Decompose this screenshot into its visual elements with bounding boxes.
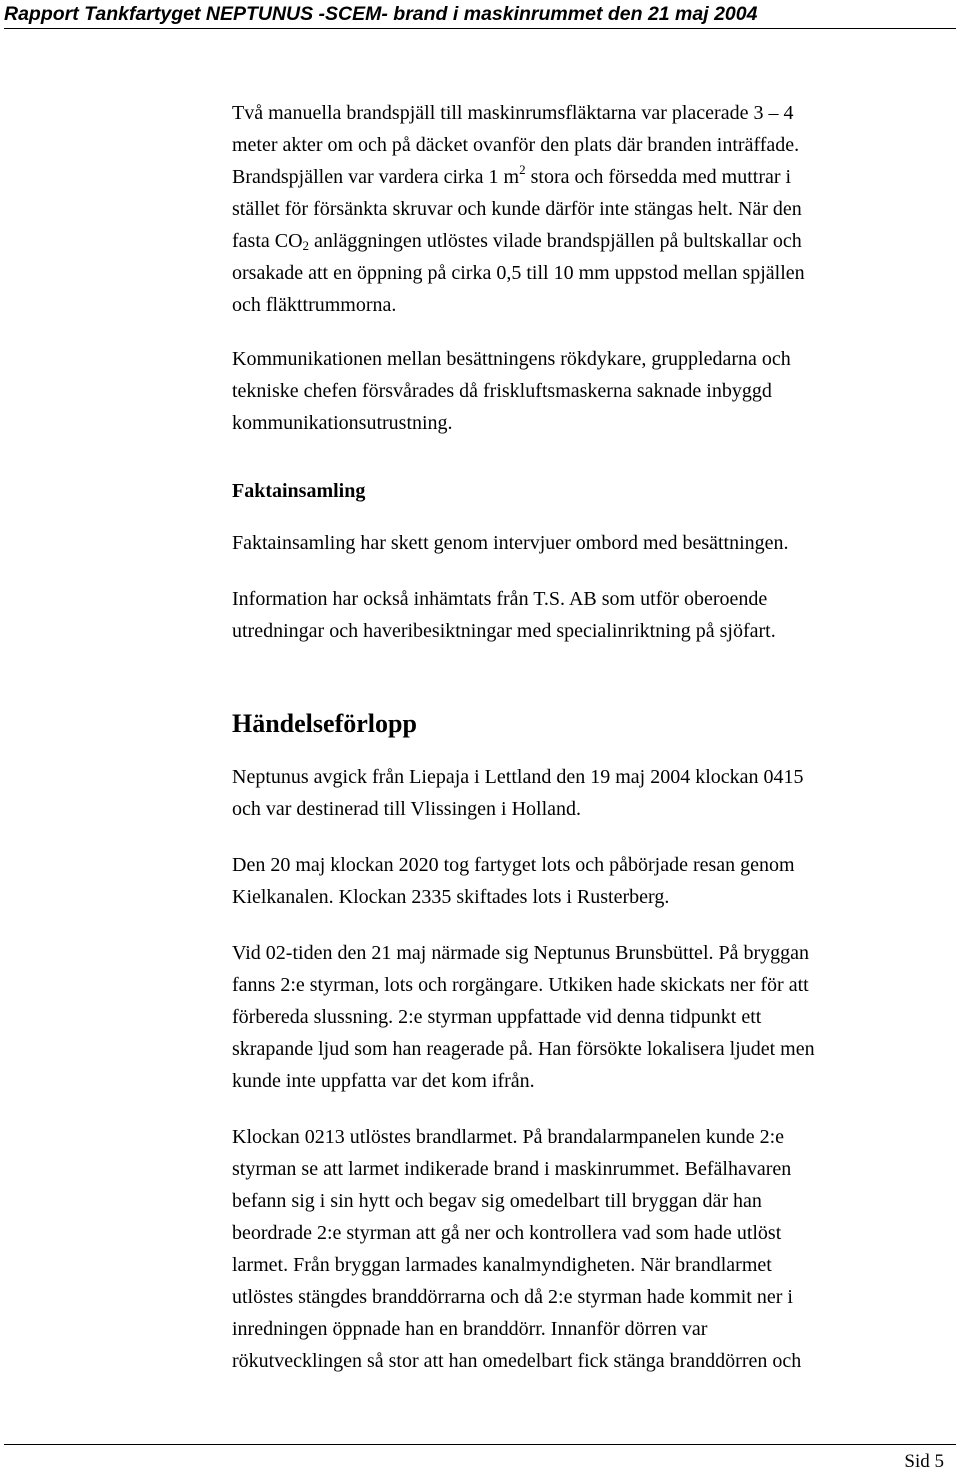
report-title: Rapport Tankfartyget NEPTUNUS -SCEM- brand i maskinrummet den 21 maj 2004	[4, 3, 758, 25]
superscript: 2	[519, 162, 526, 177]
text-line: Den 20 maj klockan 2020 tog fartyget lots och påbörjade resan genom	[232, 854, 795, 876]
text-line: Vid 02-tiden den 21 maj närmade sig Neptunus Brunsbüttel. På bryggan	[232, 942, 810, 964]
text-line: utlöstes stängdes branddörrarna och då 2:e styrman hade kommit ner i	[232, 1286, 793, 1308]
text-line: orsakade att en öppning på cirka 0,5 till 10 mm uppstod mellan spjällen	[232, 262, 805, 284]
text-line: beordrade 2:e styrman att gå ner och kontrollera vad som hade utlöst	[232, 1222, 782, 1244]
text-line: kommunikationsutrustning.	[232, 412, 453, 434]
text-line: Information har också inhämtats från T.S. AB som utför oberoende	[232, 588, 768, 610]
text-line: stället för försänkta skruvar och kunde därför inte stängas helt. När den	[232, 198, 802, 220]
text-line: förbereda slussning. 2:e styrman uppfattade vid denna tidpunkt ett	[232, 1006, 762, 1028]
section-subheading: Faktainsamling	[232, 480, 366, 502]
footer-divider	[4, 1444, 956, 1445]
page-header	[4, 2, 956, 29]
text-line: rökutvecklingen så stor att han omedelbart fick stänga branddörren och	[232, 1350, 802, 1372]
text-line: meter akter om och på däcket ovanför den plats där branden inträffade.	[232, 134, 800, 156]
text-line: styrman se att larmet indikerade brand i maskinrummet. Befälhavaren	[232, 1158, 792, 1180]
page-number: Sid 5	[904, 1451, 944, 1472]
paragraph-brandspjall	[232, 97, 932, 321]
text-line: larmet. Från bryggan larmades kanalmyndigheten. När brandlarmet	[232, 1254, 772, 1276]
text-line: tekniske chefen försvårades då friskluftsmaskerna saknade inbyggd	[232, 380, 772, 402]
text-line: Kommunikationen mellan besättningens rökdykare, gruppledarna och	[232, 348, 791, 370]
paragraph-information	[232, 583, 932, 647]
paragraph-kielkanalen	[232, 849, 932, 913]
section-heading: Händelseförlopp	[232, 709, 417, 738]
paragraph-avgang	[232, 761, 932, 825]
text-line: befann sig i sin hytt och begav sig omedelbart till bryggan där han	[232, 1190, 762, 1212]
paragraph-brunsbuttel	[232, 937, 932, 1097]
text-line: Klockan 0213 utlöstes brandlarmet. På brandalarmpanelen kunde 2:e	[232, 1126, 785, 1148]
text-line	[232, 225, 932, 257]
text-line: skrapande ljud som han reagerade på. Han försökte lokalisera ljudet men	[232, 1038, 815, 1060]
text-fragment: anläggningen utlöstes vilade brandspjällen på bultskallar och	[309, 230, 802, 252]
document-body	[232, 97, 932, 1377]
text-line: Två manuella brandspjäll till maskinrumsfläktarna var placerade 3 – 4	[232, 102, 794, 124]
paragraph-kommunikation	[232, 343, 932, 439]
text-line: inredningen öppnade han en branddörr. Innanför dörren var	[232, 1318, 708, 1340]
text-line	[232, 161, 932, 193]
paragraph-brandlarm	[232, 1121, 932, 1377]
text-fragment: stora och försedda med muttrar i	[525, 166, 792, 188]
paragraph-faktainsamling	[232, 527, 932, 559]
text-fragment: fasta CO	[232, 230, 303, 252]
text-line: Neptunus avgick från Liepaja i Lettland den 19 maj 2004 klockan 0415	[232, 766, 804, 788]
text-line: Faktainsamling har skett genom intervjuer ombord med besättningen.	[232, 532, 789, 554]
text-line: och fläkttrummorna.	[232, 294, 397, 316]
text-line: fanns 2:e styrman, lots och rorgängare. Utkiken hade skickats ner för att	[232, 974, 809, 996]
text-line: och var destinerad till Vlissingen i Holland.	[232, 798, 582, 820]
text-line: utredningar och haveribesiktningar med specialinriktning på sjöfart.	[232, 620, 776, 642]
text-fragment: Brandspjällen var vardera cirka 1 m	[232, 166, 520, 188]
subscript: 2	[302, 238, 310, 253]
text-line: Kielkanalen. Klockan 2335 skiftades lots i Rusterberg.	[232, 886, 670, 908]
text-line: kunde inte uppfatta var det kom ifrån.	[232, 1070, 535, 1092]
